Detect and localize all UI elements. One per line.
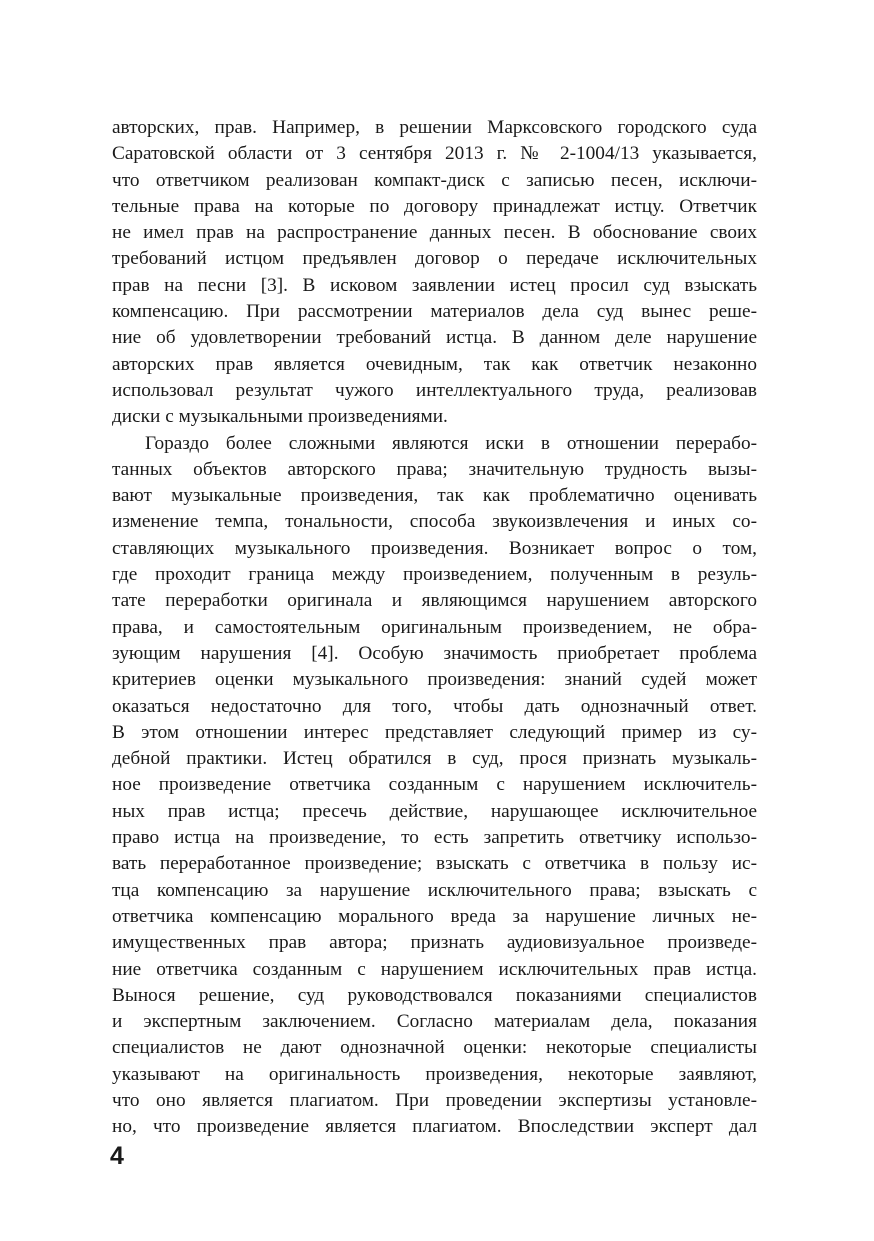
- paragraph: [112, 115, 757, 431]
- text-line: ставляющих музыкального произведения. Возникает вопрос о том,: [112, 537, 757, 559]
- text-line: что ответчиком реализован компакт-диск с записью песен, исключи-: [112, 169, 757, 191]
- text-line: изменение темпа, тональности, способа звукоизвлечения и иных со-: [112, 511, 757, 533]
- text-line: ное произведение ответчика созданным с нарушением исключитель-: [112, 774, 757, 796]
- text-line: прав на песни [3]. В исковом заявлении истец просил суд взыскать: [112, 274, 757, 296]
- text-line: тате переработки оригинала и являющимся нарушением авторского: [112, 590, 757, 612]
- text-line: требований истцом предъявлен договор о передаче исключительных: [112, 248, 757, 270]
- text-line: использовал результат чужого интеллектуального труда, реализовав: [112, 379, 757, 401]
- text-line: ние об удовлетворении требований истца. В данном деле нарушение: [112, 327, 757, 349]
- text-line: ных прав истца; пресечь действие, нарушающее исключительное: [112, 800, 757, 822]
- text-line: права, и самостоятельным оригинальным произведением, не обра-: [112, 616, 757, 638]
- text-line: авторских, прав. Например, в решении Марксовского городского суда: [112, 117, 757, 138]
- paragraph: [112, 431, 757, 1141]
- text-line: компенсацию. При рассмотрении материалов дела суд вынес реше-: [112, 301, 757, 323]
- text-line: зующим нарушения [4]. Особую значимость приобретает проблема: [112, 642, 757, 664]
- text-line: имущественных прав автора; признать аудиовизуальное произведе-: [112, 932, 757, 954]
- text-line: Саратовской области от 3 сентября 2013 г. № 2-1004/13 указывается,: [112, 143, 757, 165]
- text-line: тца компенсацию за нарушение исключительного права; взыскать с: [112, 879, 757, 901]
- text-line: вают музыкальные произведения, так как проблематично оценивать: [112, 485, 757, 507]
- text-line: тельные права на которые по договору принадлежат истцу. Ответчик: [112, 195, 757, 217]
- text-line: танных объектов авторского права; значительную трудность вызы-: [112, 458, 757, 480]
- text-line: В этом отношении интерес представляет следующий пример из су-: [112, 721, 757, 743]
- text-line: вать переработанное произведение; взыскать с ответчика в пользу ис-: [112, 853, 757, 875]
- body-text: [112, 115, 757, 1141]
- text-line: ответчика компенсацию морального вреда за нарушение личных не-: [112, 905, 757, 927]
- text-line: дебной практики. Истец обратился в суд, прося признать музыкаль-: [112, 748, 757, 770]
- text-line: ние ответчика созданным с нарушением исключительных прав истца.: [112, 958, 757, 980]
- text-line: Вынося решение, суд руководствовался показаниями специалистов: [112, 984, 757, 1006]
- text-line: Гораздо более сложными являются иски в отношении перерабо-: [145, 432, 757, 454]
- text-line: оказаться недостаточно для того, чтобы дать однозначный ответ.: [112, 695, 757, 717]
- text-line: где проходит граница между произведением, полученным в резуль-: [112, 564, 757, 586]
- text-line: и экспертным заключением. Согласно материалам дела, показания: [112, 1011, 757, 1033]
- text-line: что оно является плагиатом. При проведении экспертизы установле-: [112, 1089, 757, 1111]
- text-line: критериев оценки музыкального произведения: знаний судей может: [112, 669, 757, 691]
- text-line: но, что произведение является плагиатом. Впоследствии эксперт дал: [112, 1116, 757, 1138]
- text-line: право истца на произведение, то есть запретить ответчику использо-: [112, 827, 757, 849]
- text-line: не имел прав на распространение данных песен. В обоснование своих: [112, 222, 757, 244]
- text-line: специалистов не дают однозначной оценки: некоторые специалисты: [112, 1037, 757, 1059]
- text-line: авторских прав является очевидным, так как ответчик незаконно: [112, 353, 757, 375]
- text-line: диски с музыкальными произведениями.: [112, 406, 448, 428]
- page-number: 4: [110, 1142, 124, 1170]
- text-line: указывают на оригинальность произведения, некоторые заявляют,: [112, 1063, 757, 1085]
